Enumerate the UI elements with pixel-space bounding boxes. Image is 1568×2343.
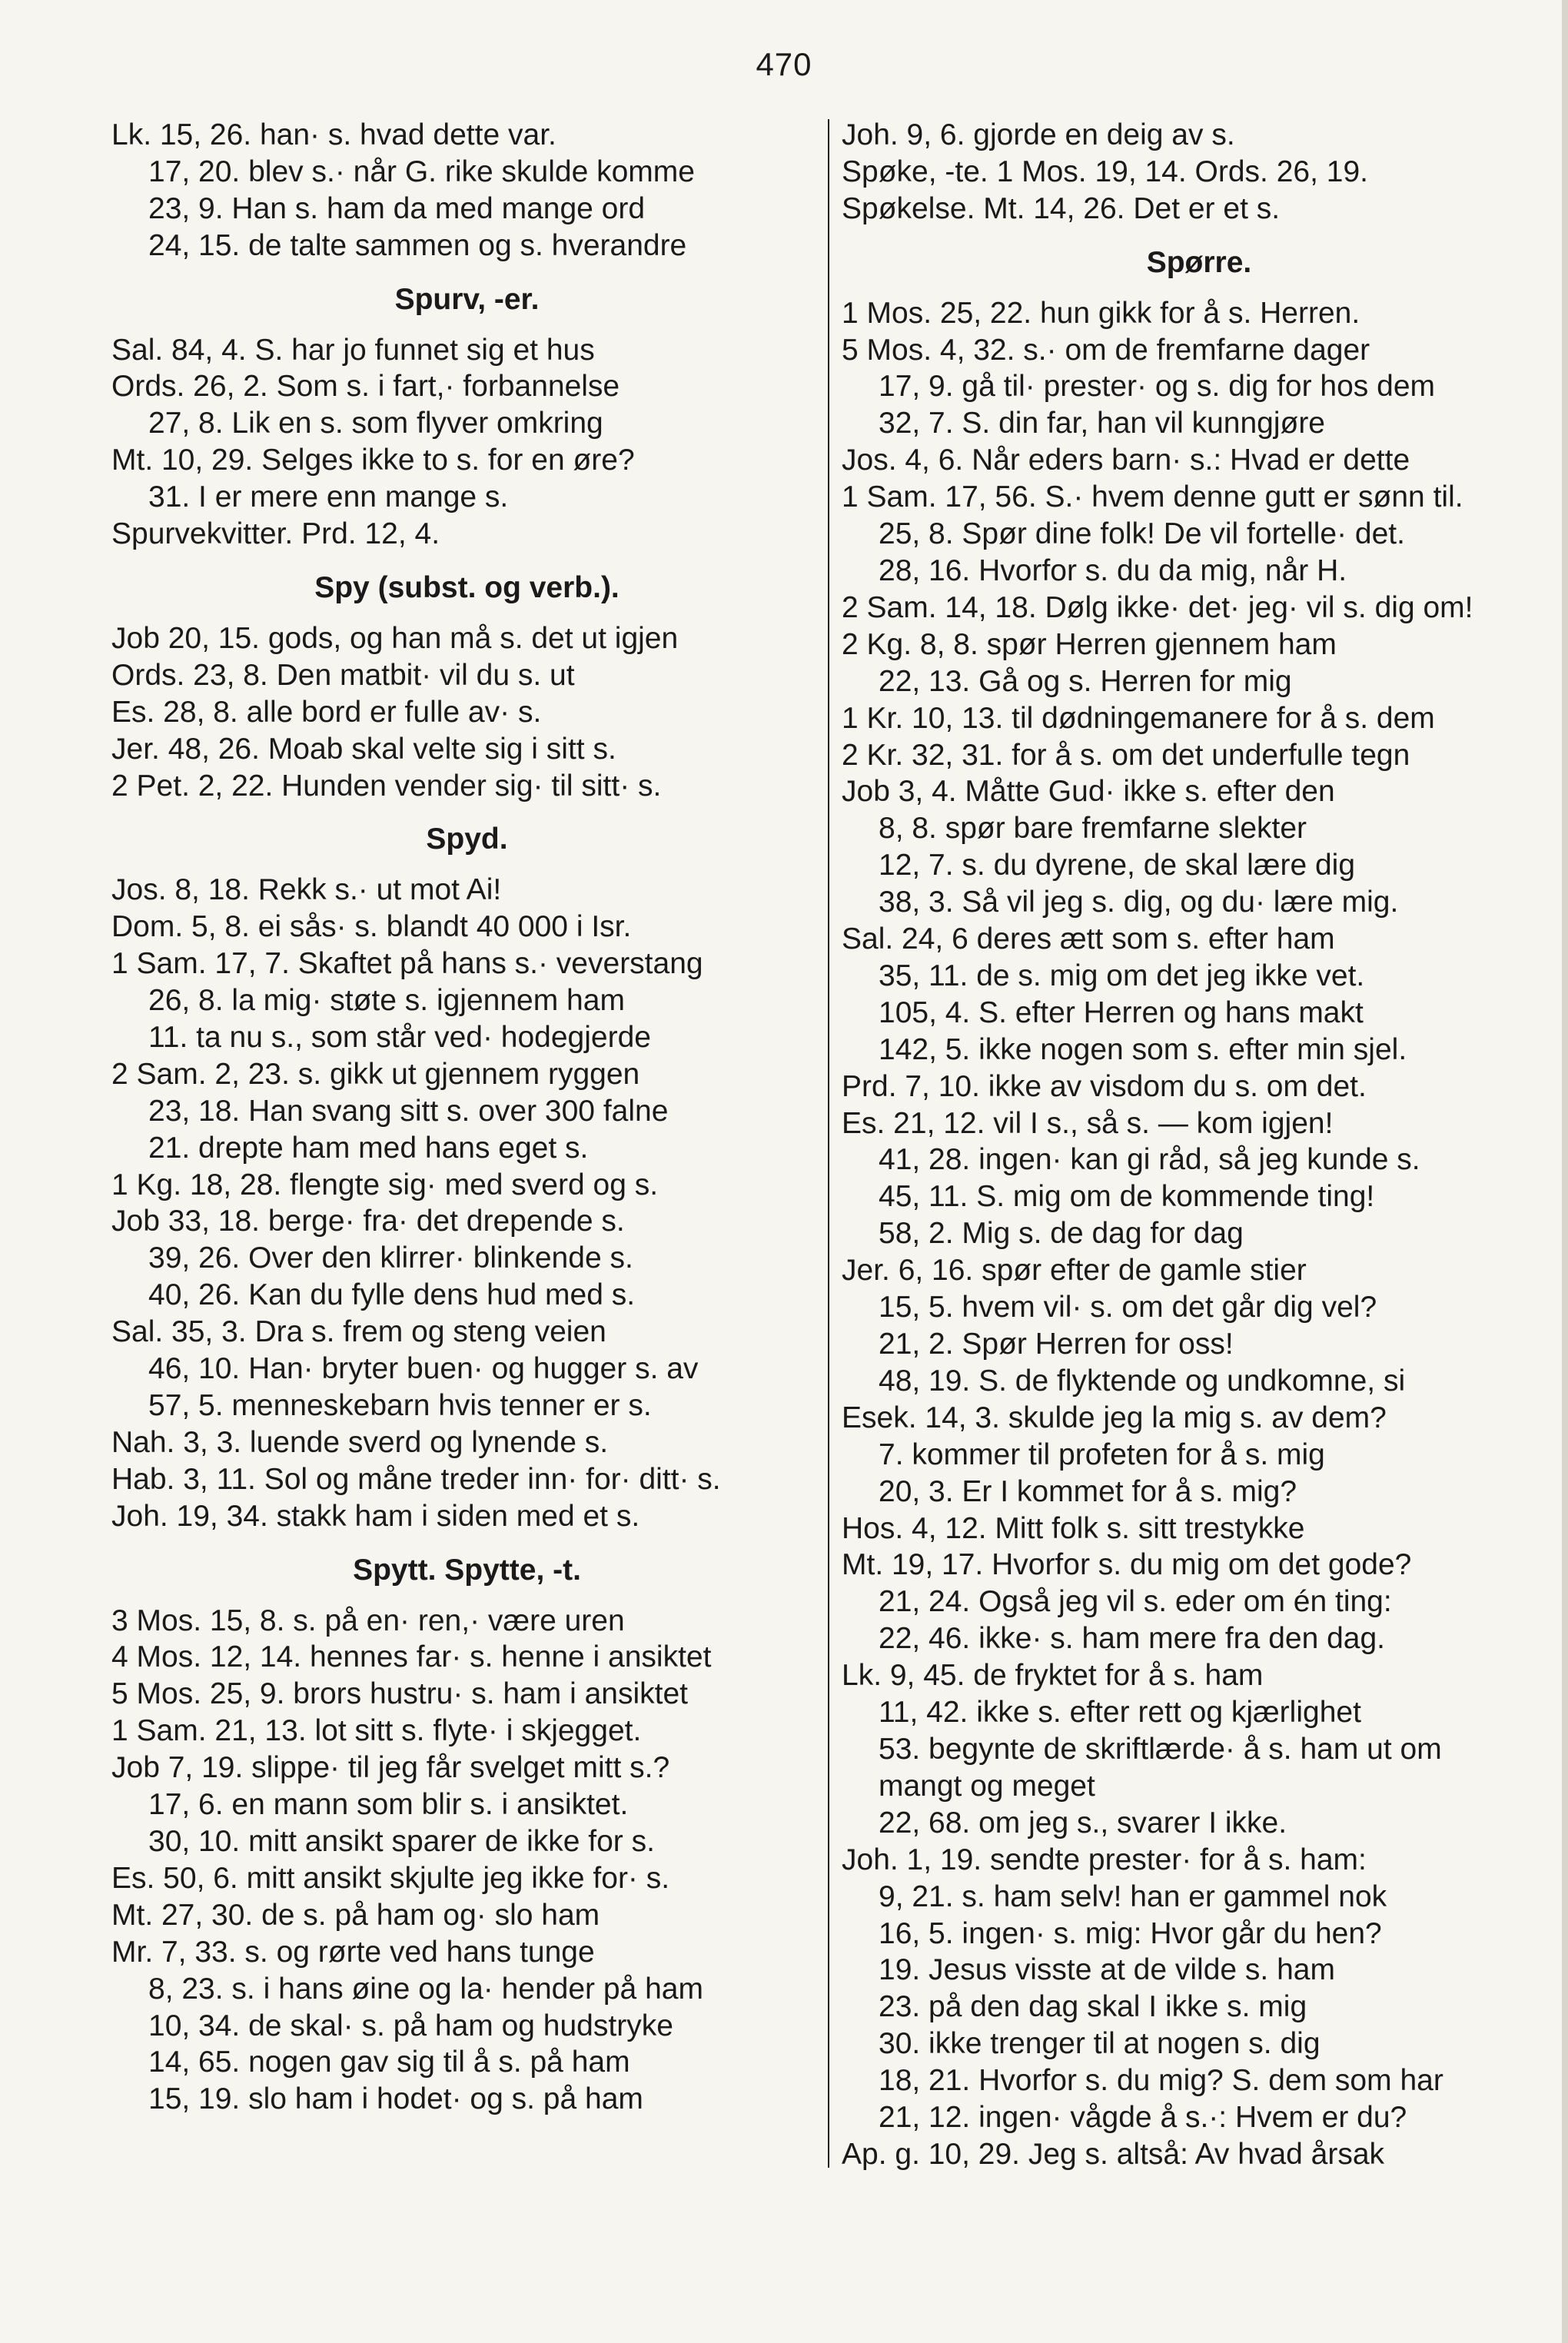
entry-line: 21, 12. ingen· vågde å s.·: Hvem er du? — [879, 2101, 1407, 2135]
spoke-entries — [842, 117, 1556, 228]
entry-line: 28, 16. Hvorfor s. du da mig, når H. — [879, 553, 1347, 587]
spytt-entries — [111, 1603, 822, 2119]
entry-line: 46, 10. Han· bryter buen· og hugger s. av — [148, 1352, 699, 1386]
entry-line: Job 20, 15. gods, og han må s. det ut igjen — [111, 621, 679, 655]
column-divider — [828, 119, 829, 2168]
entry-line: 5 Mos. 25, 9. brors hustru· s. ham i ansiktet — [111, 1677, 688, 1711]
entry-line: 7. kommer til profeten for å s. mig — [879, 1437, 1325, 1471]
entry-line: Jos. 8, 18. Rekk s.· ut mot Ai! — [111, 873, 502, 907]
entry-line: Esek. 14, 3. skulde jeg la mig s. av dem? — [842, 1401, 1387, 1434]
heading-spurv: Spurv, -er. — [394, 282, 540, 316]
entry-line: Jer. 6, 16. spør efter de gamle stier — [842, 1254, 1307, 1288]
entry-line: 22, 13. Gå og s. Herren for mig — [879, 664, 1292, 698]
entry-line: Lk. 9, 45. de fryktet for å s. ham — [842, 1659, 1264, 1693]
entry-line: 21, 24. Også jeg vil s. eder om én ting: — [879, 1585, 1392, 1619]
entry-line: 21, 2. Spør Herren for oss! — [879, 1328, 1234, 1361]
entry-line: Mr. 7, 33. s. og rørte ved hans tunge — [111, 1935, 595, 1969]
entry-line: 53. begynte de skriftlærde· å s. ham ut om — [879, 1732, 1442, 1766]
sporre-entries — [842, 295, 1556, 2173]
entry-line: Sal. 84, 4. S. har jo funnet sig et hus — [111, 333, 595, 367]
heading-spytt: Spytt. Spytte, -t. — [353, 1553, 581, 1587]
entry-line: 35, 11. de s. mig om det jeg ikke vet. — [879, 959, 1365, 992]
entry-line: Sal. 24, 6 deres ætt som s. efter ham — [842, 922, 1335, 956]
entry-line: 27, 8. Lik en s. som flyver omkring — [148, 407, 603, 440]
entry-line: 9, 21. s. ham selv! han er gammel nok — [879, 1879, 1387, 1913]
entry-line: Prd. 7, 10. ikke av visdom du s. om det. — [842, 1069, 1367, 1103]
entry-line: 1 Sam. 17, 56. S.· hvem denne gutt er sønn til. — [842, 480, 1463, 514]
entry-line: 105, 4. S. efter Herren og hans makt — [879, 995, 1364, 1029]
entry-line: 10, 34. de skal· s. på ham og hudstryke — [148, 2009, 673, 2042]
entry-line: 48, 19. S. de flyktende og undkomne, si — [879, 1364, 1406, 1397]
entry-line: 16, 5. ingen· s. mig: Hvor går du hen? — [879, 1916, 1382, 1950]
entry-line: 11. ta nu s., som står ved· hodegjerde — [148, 1020, 651, 1054]
entry-line: Es. 21, 12. vil I s., så s. — kom igjen! — [842, 1106, 1334, 1140]
entry-line: 24, 15. de talte sammen og s. hverandre — [148, 228, 687, 262]
spy-entries — [111, 620, 822, 805]
entry-line: 23, 18. Han svang sitt s. over 300 falne — [148, 1094, 669, 1128]
entry-line: Hab. 3, 11. Sol og måne treder inn· for· ditt· s. — [111, 1462, 721, 1496]
entry-line: 40, 26. Kan du fylle dens hud med s. — [148, 1278, 636, 1312]
heading-sporre: Spørre. — [1146, 245, 1252, 279]
entry-line: 5 Mos. 4, 32. s.· om de fremfarne dager — [842, 333, 1370, 367]
entry-line: 14, 65. nogen gav sig til å s. på ham — [148, 2046, 630, 2079]
entry-line: 8, 23. s. i hans øine og la· hender på ham — [148, 1972, 703, 2006]
entry-line: Job 7, 19. slippe· til jeg får svelget mitt s.? — [111, 1751, 670, 1785]
entry-line: 1 Sam. 17, 7. Skaftet på hans s.· veverstang — [111, 947, 703, 981]
entry-line: 45, 11. S. mig om de kommende ting! — [879, 1180, 1375, 1214]
entry-line: 17, 9. gå til· prester· og s. dig for hos dem — [879, 370, 1436, 404]
entry-line: 58, 2. Mig s. de dag for dag — [879, 1217, 1244, 1251]
entry-line: 19. Jesus visste at de vilde s. ham — [879, 1953, 1335, 1987]
entry-line: Hos. 4, 12. Mitt folk s. sitt trestykke — [842, 1511, 1305, 1545]
entry-line: 30, 10. mitt ansikt sparer de ikke for s. — [148, 1824, 655, 1858]
page-number: 470 — [756, 46, 812, 82]
entry-line: 142, 5. ikke nogen som s. efter min sjel. — [879, 1032, 1407, 1066]
entry-line: 57, 5. menneskebarn hvis tenner er s. — [148, 1389, 652, 1422]
entry-line: Spurvekvitter. Prd. 12, 4. — [111, 517, 440, 551]
entry-line: 2 Kr. 32, 31. for å s. om det underfulle tegn — [842, 738, 1410, 772]
entry-line: 1 Kr. 10, 13. til dødningemanere for å s. dem — [842, 701, 1435, 735]
entry-line: 25, 8. Spør dine folk! De vil fortelle· det. — [879, 517, 1405, 551]
entry-line: 31. I er mere enn mange s. — [148, 480, 509, 514]
entry-line: Mt. 27, 30. de s. på ham og· slo ham — [111, 1898, 600, 1932]
left-column — [111, 117, 822, 2118]
entry-line: 17, 20. blev s.· når G. rike skulde komme — [148, 155, 695, 188]
entry-line: 8, 8. spør bare fremfarne slekter — [879, 812, 1307, 846]
entry-line: 39, 26. Over den klirrer· blinkende s. — [148, 1241, 633, 1275]
entry-line: 17, 6. en mann som blir s. i ansiktet. — [148, 1788, 629, 1822]
entry-line: 23, 9. Han s. ham da med mange ord — [148, 191, 646, 225]
entry-line: 2 Kg. 8, 8. spør Herren gjennem ham — [842, 627, 1337, 661]
entry-line: 15, 5. hvem vil· s. om det går dig vel? — [879, 1291, 1377, 1324]
entry-line: Joh. 1, 19. sendte prester· for å s. ham: — [842, 1843, 1367, 1876]
entry-line: Mt. 19, 17. Hvorfor s. du mig om det gode? — [842, 1548, 1412, 1582]
entry-line: Nah. 3, 3. luende sverd og lynende s. — [111, 1425, 609, 1459]
entry-line: 1 Mos. 25, 22. hun gikk for å s. Herren. — [842, 296, 1360, 330]
spyd-entries — [111, 872, 822, 1534]
entry-line: 2 Sam. 2, 23. s. gikk ut gjennem ryggen — [111, 1057, 640, 1091]
entry-line: 11, 42. ikke s. efter rett og kjærlighet — [879, 1696, 1361, 1730]
entry-line: 1 Sam. 21, 13. lot sitt s. flyte· i skjegget. — [111, 1714, 642, 1748]
entry-line: Sal. 35, 3. Dra s. frem og steng veien — [111, 1315, 606, 1349]
entry-line: Mt. 10, 29. Selges ikke to s. for en øre? — [111, 444, 635, 477]
entry-line: mangt og meget — [879, 1769, 1095, 1803]
entry-line: Dom. 5, 8. ei sås· s. blandt 40 000 i Isr. — [111, 910, 632, 944]
entry-line: Job 33, 18. berge· fra· det drepende s. — [111, 1205, 625, 1238]
entry-line: Job 3, 4. Måtte Gud· ikke s. efter den — [842, 775, 1335, 809]
entry-line: Spøke, -te. 1 Mos. 19, 14. Ords. 26, 19. — [842, 155, 1368, 188]
entry-line: 41, 28. ingen· kan gi råd, så jeg kunde s. — [879, 1143, 1420, 1177]
entry-line: Es. 28, 8. alle bord er fulle av· s. — [111, 695, 542, 729]
spurv-entries — [111, 332, 822, 553]
entry-line: 4 Mos. 12, 14. hennes far· s. henne i ansiktet — [111, 1640, 712, 1674]
entry-line: Jer. 48, 26. Moab skal velte sig i sitt s. — [111, 732, 616, 766]
entry-line: 1 Kg. 18, 28. flengte sig· med sverd og s. — [111, 1168, 659, 1201]
entry-line: 21. drepte ham med hans eget s. — [148, 1131, 589, 1165]
right-column — [842, 117, 1556, 2173]
entry-line: 23. på den dag skal I ikke s. mig — [879, 1990, 1307, 2024]
entry-line: Ap. g. 10, 29. Jeg s. altså: Av hvad årsak — [842, 2137, 1385, 2171]
spurv-preceding-lines — [111, 117, 822, 264]
entry-line: 26, 8. la mig· støte s. igjennem ham — [148, 984, 625, 1018]
entry-line: Joh. 9, 6. gjorde en deig av s. — [842, 118, 1235, 151]
entry-line: Jos. 4, 6. Når eders barn· s.: Hvad er dette — [842, 444, 1410, 477]
heading-spy: Spy (subst. og verb.). — [314, 570, 620, 604]
entry-line: 22, 46. ikke· s. ham mere fra den dag. — [879, 1622, 1386, 1656]
entry-line: 3 Mos. 15, 8. s. på en· ren,· være uren — [111, 1604, 625, 1637]
entry-line: 30. ikke trenger til at nogen s. dig — [879, 2027, 1321, 2061]
entry-line: 18, 21. Hvorfor s. du mig? S. dem som har — [879, 2064, 1443, 2098]
entry-line: Lk. 15, 26. han· s. hvad dette var. — [111, 118, 556, 151]
entry-line: 12, 7. s. du dyrene, de skal lære dig — [879, 849, 1356, 882]
entry-line: 38, 3. Så vil jeg s. dig, og du· lære mig. — [879, 886, 1399, 919]
entry-line: Joh. 19, 34. stakk ham i siden med et s. — [111, 1499, 640, 1533]
heading-spyd: Spyd. — [426, 823, 508, 856]
entry-line: 2 Pet. 2, 22. Hunden vender sig· til sitt· s. — [111, 769, 662, 803]
entry-line: 20, 3. Er I kommet for å s. mig? — [879, 1474, 1297, 1508]
entry-line: Es. 50, 6. mitt ansikt skjulte jeg ikke for· s. — [111, 1861, 670, 1895]
entry-line: Ords. 23, 8. Den matbit· vil du s. ut — [111, 658, 575, 692]
entry-line: 15, 19. slo ham i hodet· og s. på ham — [148, 2082, 643, 2116]
page-edge — [1562, 0, 1568, 2343]
entry-line: Ords. 26, 2. Som s. i fart,· forbannelse — [111, 370, 620, 404]
entry-line: 2 Sam. 14, 18. Dølg ikke· det· jeg· vil s. dig om! — [842, 590, 1473, 624]
entry-line: 22, 68. om jeg s., svarer I ikke. — [879, 1806, 1287, 1840]
entry-line: Spøkelse. Mt. 14, 26. Det er et s. — [842, 191, 1281, 225]
entry-line: 32, 7. S. din far, han vil kunngjøre — [879, 407, 1326, 440]
